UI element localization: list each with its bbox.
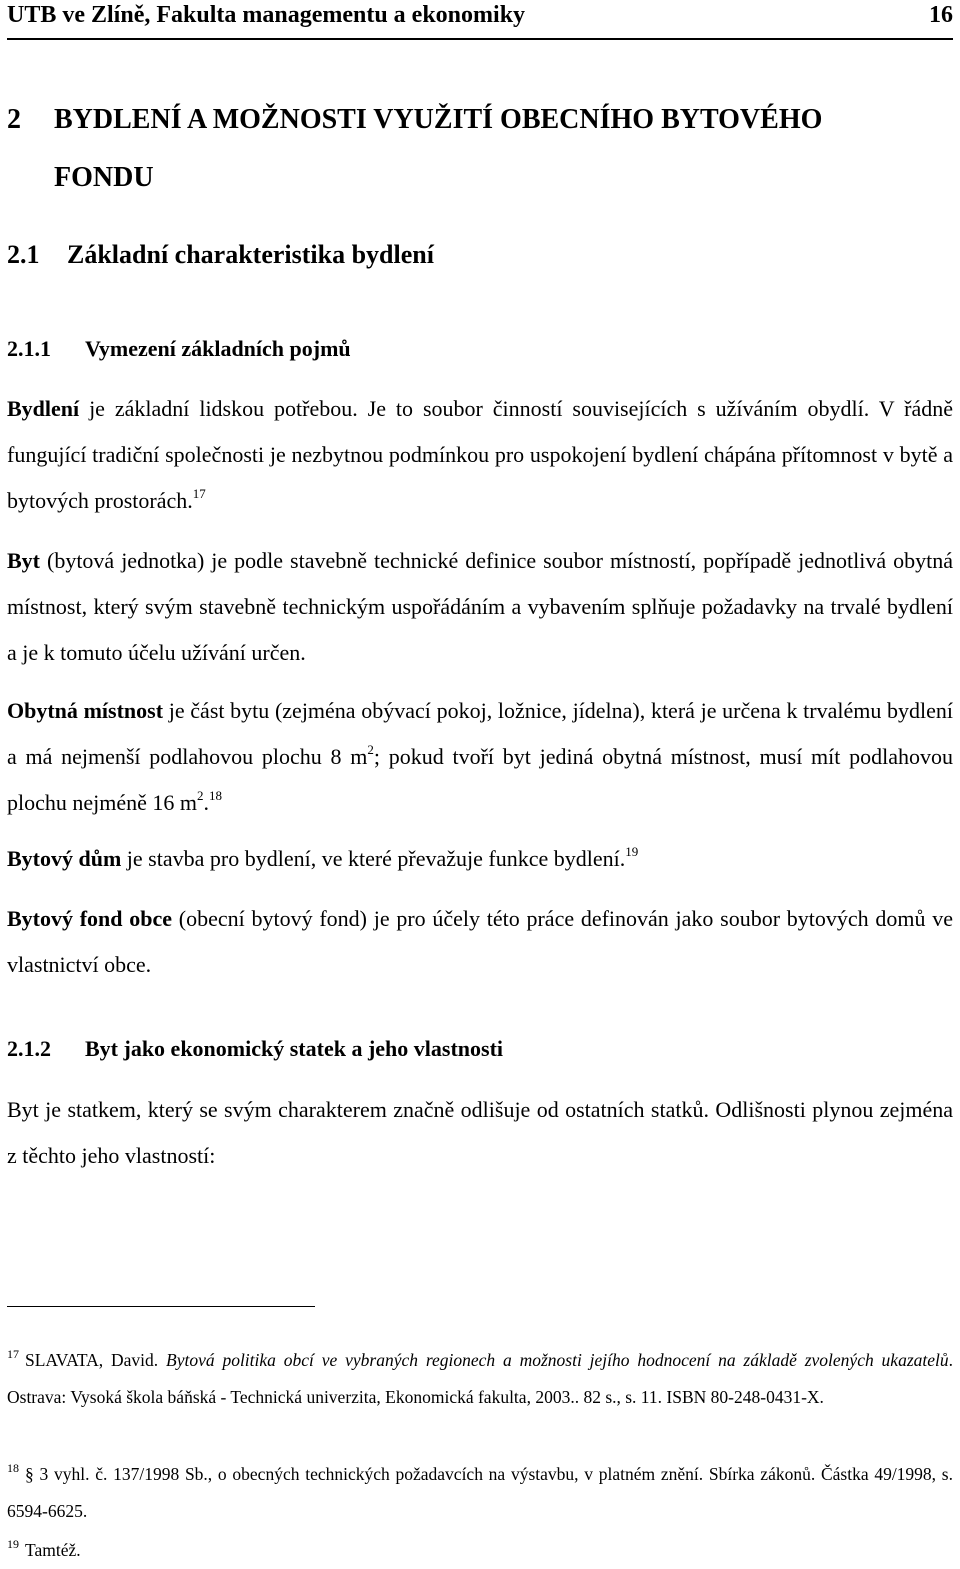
page-header xyxy=(7,0,953,40)
superscript-2b: 2 xyxy=(197,788,204,803)
subsection-title-2: Byt jako ekonomický statek a jeho vlastnosti xyxy=(85,1036,504,1061)
term-byt: Byt xyxy=(7,548,40,573)
chapter-heading xyxy=(7,91,947,207)
chapter-title: BYDLENÍ A MOŽNOSTI VYUŽITÍ OBECNÍHO BYTOVÉHO FONDU xyxy=(54,104,823,193)
paragraph-byt xyxy=(7,538,953,676)
paragraph-bydleni xyxy=(7,386,953,524)
paragraph-obytna-mistnost xyxy=(7,688,953,826)
subsection-heading-2 xyxy=(7,1036,503,1062)
footnote-18-text: § 3 vyhl. č. 137/1998 Sb., o obecných technických požadavcích na výstavbu, v platném znění. Sbírka zákonů. Částka 49/1998, s. 6594-6625. xyxy=(7,1464,953,1521)
text-obytna-c: . xyxy=(203,790,210,815)
subsection-number-2: 2.1.2 xyxy=(7,1036,51,1061)
section-number: 2.1 xyxy=(7,240,40,269)
footnote-17-rest: . Ostrava: Vysoká škola báňská - Technická univerzita, Ekonomická fakulta, 2003.. 82 s., s. 11. ISBN 80-248-0431-X. xyxy=(7,1350,953,1407)
footnote-mark-19: 19 xyxy=(7,1537,19,1551)
subsection-heading-1 xyxy=(7,336,351,362)
paragraph-byt-statek: Byt je statkem, který se svým charakterem značně odlišuje od ostatních statků. Odlišnosti plynou zejména z těchto jeho vlastností: xyxy=(7,1097,953,1168)
footnote-ref-17[interactable]: 17 xyxy=(192,486,206,501)
superscript-2a: 2 xyxy=(367,742,374,757)
text-bydleni: je základní lidskou potřebou. Je to soubor činností souvisejících s užíváním obydlí. V řádně fungující tradiční společnosti je nezbytnou podmínkou pro uspokojení bydlení chápána přítomnost v bytě a bytových prostorách. xyxy=(7,396,953,513)
footnote-mark-18: 18 xyxy=(7,1461,19,1475)
footnote-mark-17: 17 xyxy=(7,1347,19,1361)
footnote-ref-19[interactable]: 19 xyxy=(625,844,639,859)
text-bytovy-fond: (obecní bytový fond) je pro účely této práce definován jako soubor bytových domů ve vlastnictví obce. xyxy=(7,906,953,977)
term-obytna-mistnost: Obytná místnost xyxy=(7,698,164,723)
footnote-18 xyxy=(7,1456,953,1530)
footnote-19-text: Tamtéž. xyxy=(25,1540,81,1560)
chapter-number: 2 xyxy=(7,104,21,135)
term-bytovy-dum: Bytový dům xyxy=(7,846,122,871)
paragraph-bytovy-dum xyxy=(7,836,953,882)
text-bytovy-dum: je stavba pro bydlení, ve které převažuje funkce bydlení. xyxy=(121,846,626,871)
paragraph-bytovy-fond xyxy=(7,896,953,988)
footnote-19 xyxy=(7,1532,953,1569)
footnote-ref-18[interactable]: 18 xyxy=(209,788,223,803)
term-bytovy-fond: Bytový fond obce xyxy=(7,906,173,931)
footnote-17-author: SLAVATA, David. xyxy=(25,1350,167,1370)
footnote-17 xyxy=(7,1342,953,1416)
text-byt: (bytová jednotka) je podle stavebně technické definice soubor místností, popřípadě jednotlivá obytná místnost, který svým stavebně technickým uspořádáním a vybavením splňuje požadavky na trvalé bydlení a je k tomuto účelu užívání určen. xyxy=(7,548,953,665)
page-number: 16 xyxy=(929,2,953,28)
term-bydleni: Bydlení xyxy=(7,396,80,421)
footnote-separator xyxy=(7,1306,315,1307)
text-obytna-b: ; pokud tvoří byt jediná obytná místnost, musí mít podlahovou plochu nejméně 16 m xyxy=(7,744,954,815)
subsection-number-1: 2.1.1 xyxy=(7,336,51,361)
subsection-title-1: Vymezení základních pojmů xyxy=(85,336,351,361)
header-title: UTB ve Zlíně, Fakulta managementu a ekonomiky xyxy=(7,2,526,28)
section-heading xyxy=(7,240,434,270)
text-obytna-a: je část bytu (zejména obývací pokoj, ložnice, jídelna), která je určena k trvalému bydlení a má nejmenší podlahovou plochu 8 m xyxy=(7,698,953,769)
footnote-17-title: Bytová politika obcí ve vybraných regionech a možnosti jejího hodnocení na základě zvolených ukazatelů xyxy=(166,1350,949,1370)
section-title: Základní charakteristika bydlení xyxy=(67,240,434,269)
